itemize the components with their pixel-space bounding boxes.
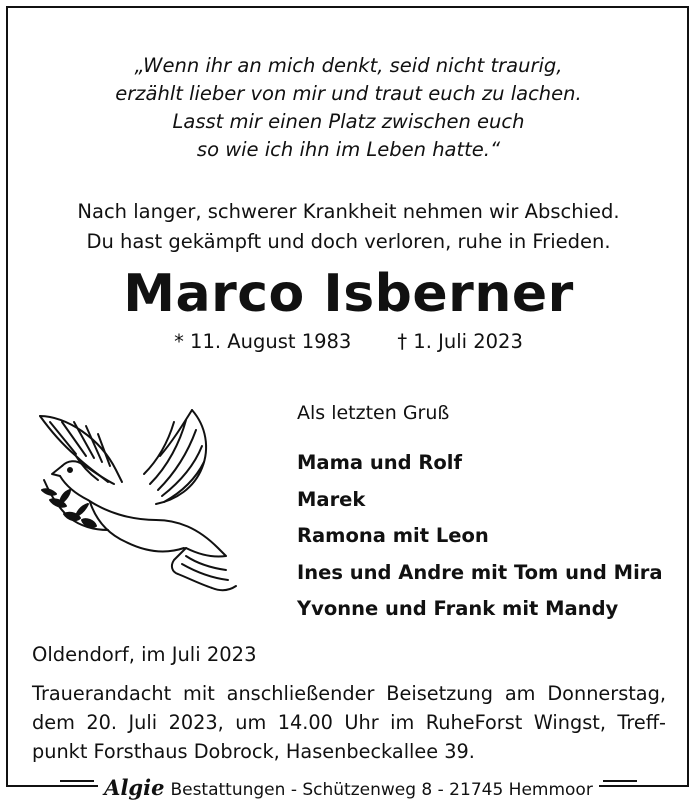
place-date: Oldendorf, im Juli 2023	[32, 643, 257, 666]
mourner-entry: Yvonne und Frank mit Mandy	[297, 597, 619, 620]
mourner-entry: Mama und Rolf	[297, 451, 462, 474]
mourner-entry: Marek	[297, 487, 366, 511]
poem-line: „Wenn ihr an mich denkt, seid nicht traurig,	[134, 54, 563, 77]
mourner-entry: Ines und Andre mit Tom und Mira	[297, 560, 663, 584]
greeting-label: Als letzten Gruß	[297, 402, 450, 424]
poem-quote	[0, 52, 697, 164]
poem-line: erzählt lieber von mir und traut euch zu lachen.	[115, 82, 582, 105]
birth-date: * 11. August 1983	[174, 330, 352, 353]
funeral-home-logo: Algie	[104, 774, 165, 800]
death-date: † 1. Juli 2023	[397, 330, 523, 353]
poem-line: Lasst mir einen Platz zwischen euch	[172, 110, 525, 133]
life-dates	[0, 328, 697, 356]
service-details: Trauerandacht mit anschließender Beisetzung am Donnerstag, dem 20. Juli 2023, um 14.00 Uhr im RuheForst Wingst, Treff-punkt Forsthaus Dobrock, Hasenbeckallee 39.	[32, 682, 666, 763]
poem-line: so wie ich ihn im Leben hatte.“	[196, 138, 501, 161]
deceased-name: Marco Isberner	[123, 264, 574, 324]
mourner-entry: Ramona mit Leon	[297, 524, 489, 547]
intro-text	[0, 197, 697, 257]
funeral-home-footer	[60, 773, 637, 801]
mourners-list	[297, 445, 663, 628]
intro-line: Nach langer, schwerer Krankheit nehmen wir Abschied.	[77, 200, 620, 223]
funeral-home-address: Bestattungen - Schützenweg 8 - 21745 Hemmoor	[170, 779, 593, 800]
intro-line: Du hast gekämpft und doch verloren, ruhe in Frieden.	[86, 230, 611, 253]
dove-icon	[36, 408, 246, 600]
